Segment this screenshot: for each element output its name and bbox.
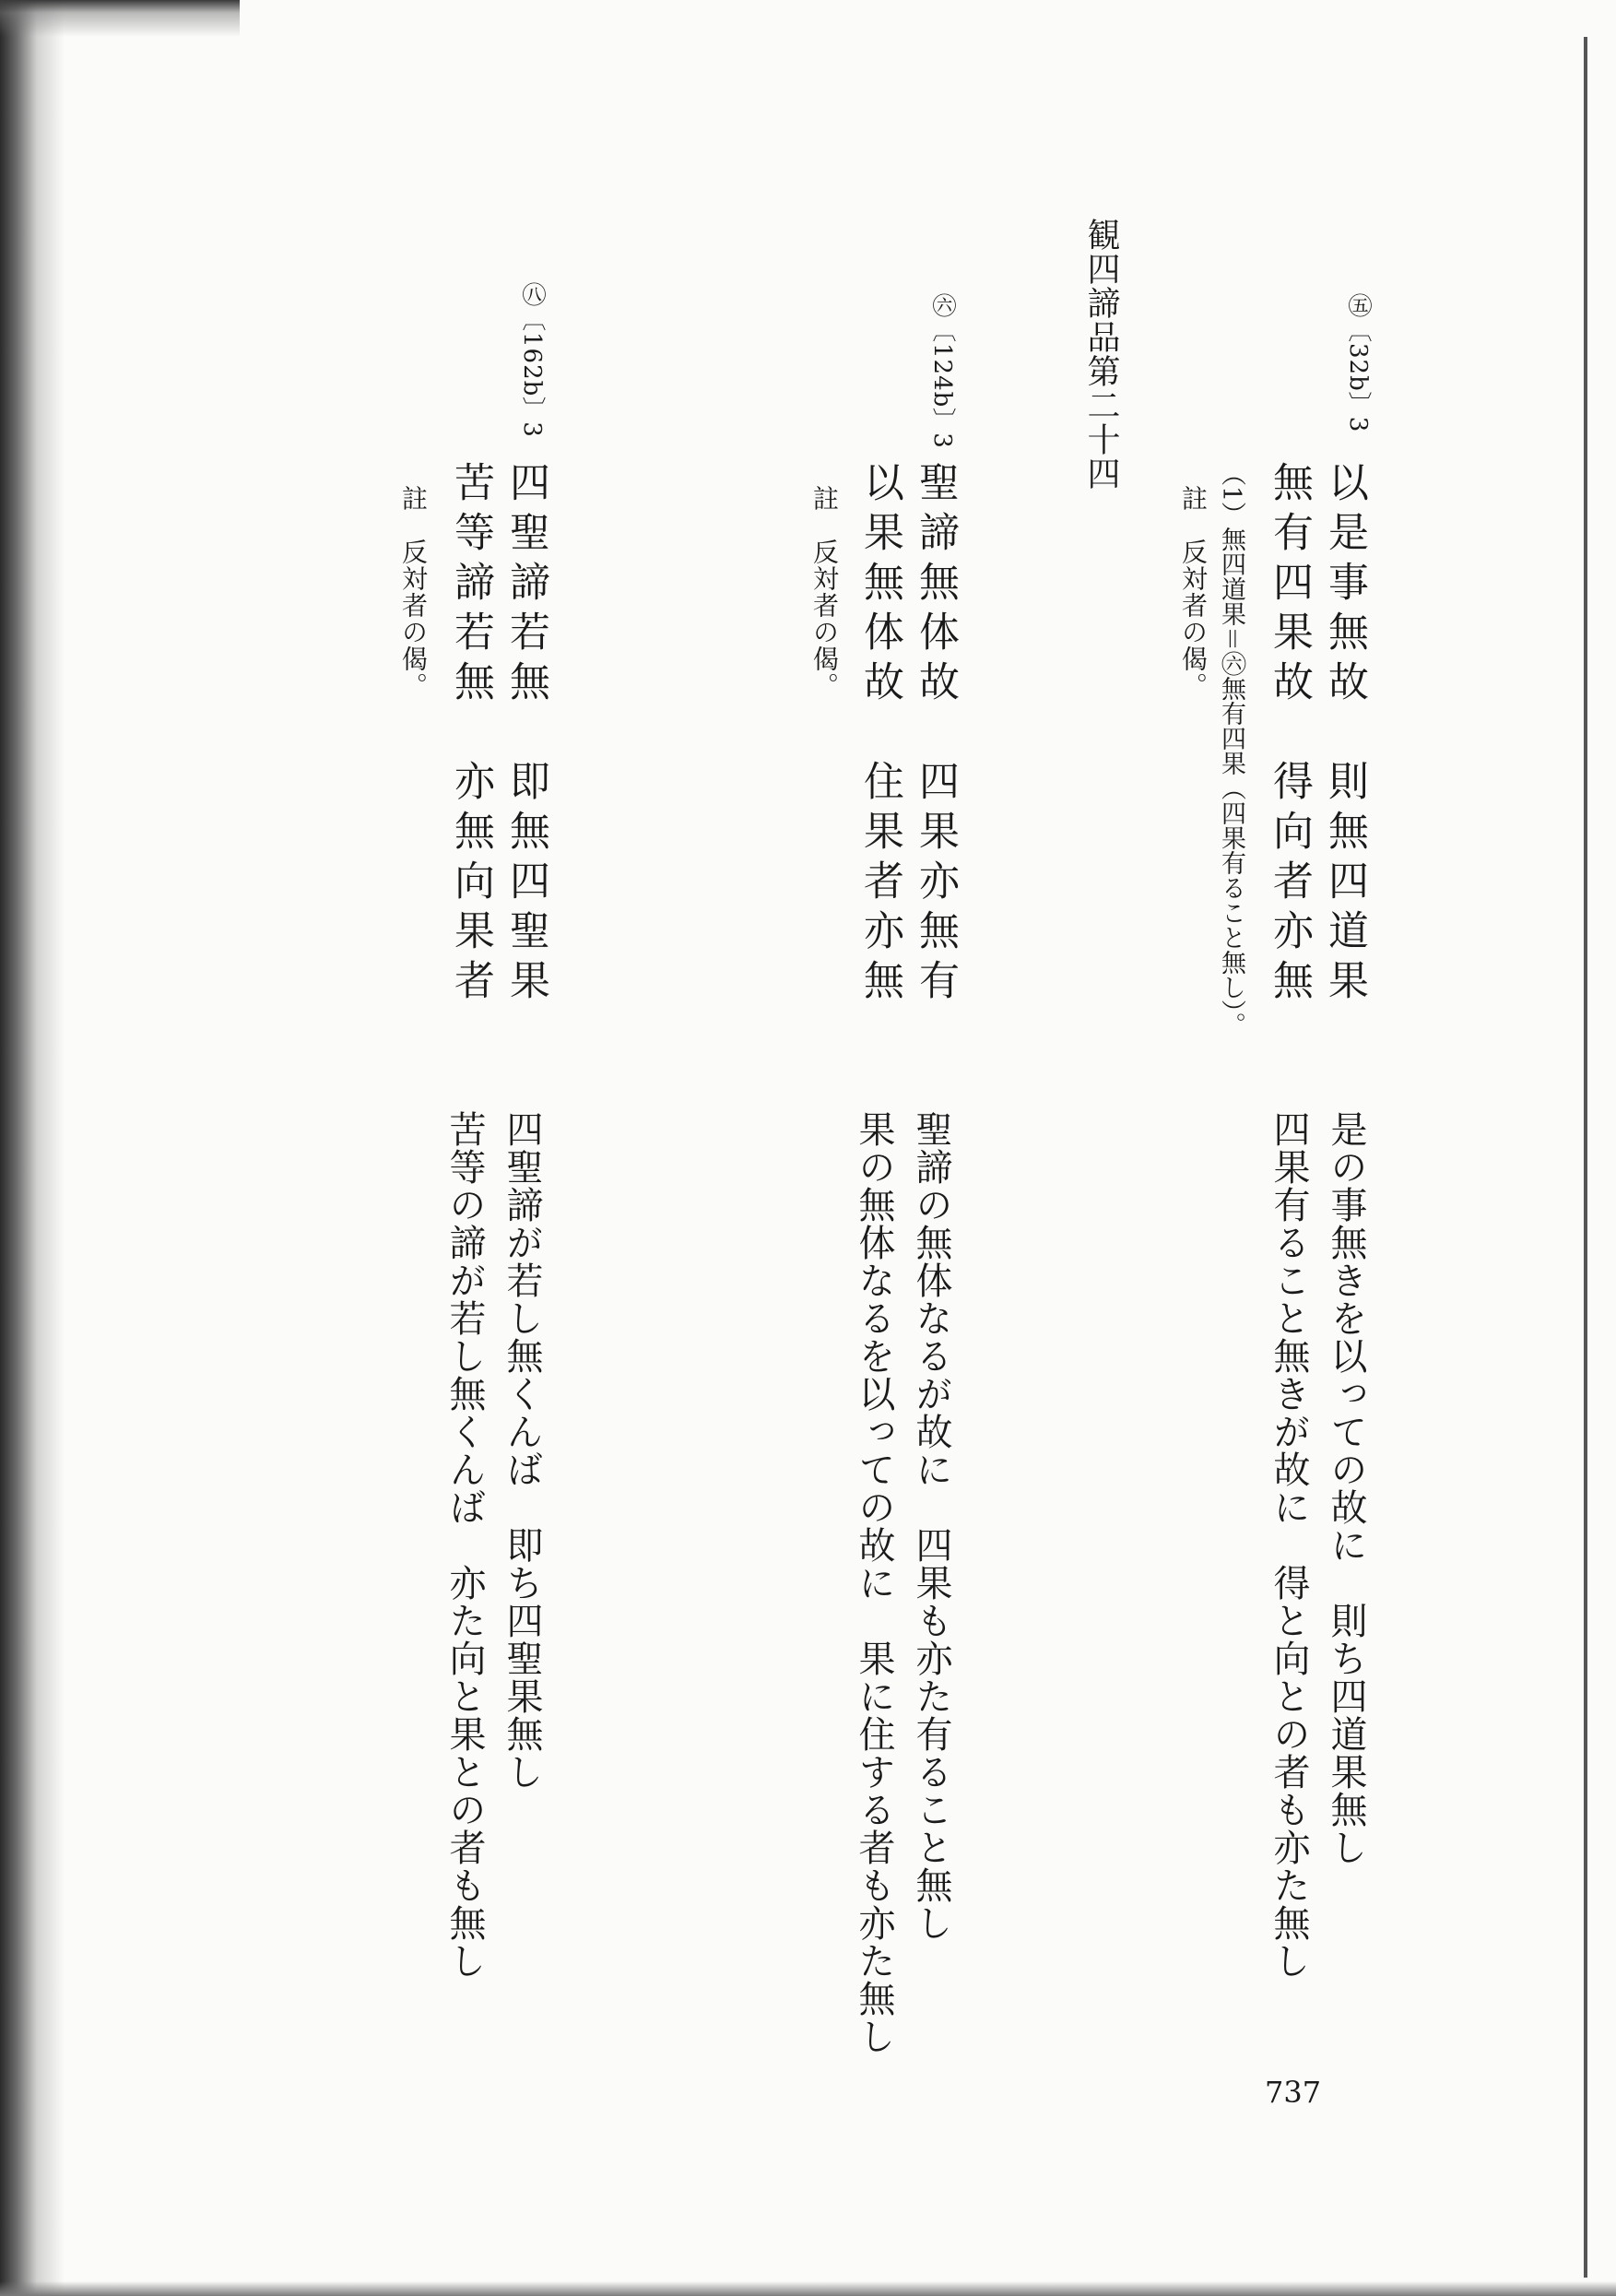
page-number: 737 [1265,2075,1322,2110]
note-3: 註 反対者の偈。 [398,485,429,699]
translation-line-3b: 苦等の諦が若し無くんば 亦た向と果との者も無し [443,1110,486,1980]
note-2: 註 反対者の偈。 [809,485,840,699]
chapter-header: 観四諦品第二十四 [1082,218,1120,491]
page-binding-line [1584,37,1587,2278]
note-1: 註 反対者の偈。 [1178,485,1209,699]
footnote-1: （1）無四道果＝㊅無有四果（四果有ること無し）。 [1217,461,1245,1037]
page-bottom-shadow [0,2281,1616,2296]
verse-reference-3: ㊇〔162b〕3 [518,282,546,438]
verse-line-1a: 以是事無故 則無四道果 [1321,461,1368,1009]
translation-line-2a: 聖諦の無体なるが故に 四果も亦た有ること無し [910,1110,952,1942]
translation-line-1a: 是の事無きを以っての故に 則ち四道果無し [1325,1110,1367,1866]
verse-line-2a: 聖諦無体故 四果亦無有 [912,461,959,1009]
verse-line-2b: 以果無体故 住果者亦無 [856,461,903,1009]
verse-reference-1: ㊄〔32b〕3 [1344,293,1372,433]
verse-line-3b: 苦等諦若無 亦無向果者 [447,461,494,1009]
verse-reference-2: ㊅〔124b〕3 [928,293,956,449]
page-corner-shadow [0,0,240,55]
translation-line-1b: 四果有ること無きが故に 得と向との者も亦た無し [1268,1110,1310,1980]
translation-line-3a: 四聖諦が若し無くんば 即ち四聖果無し [501,1110,543,1791]
page-edge-shadow [0,0,65,2296]
verse-line-1b: 無有四果故 得向者亦無 [1266,461,1313,1009]
translation-line-2b: 果の無体なるを以っての故に 果に住する者も亦た無し [853,1110,895,2055]
verse-line-3a: 四聖諦若無 即無四聖果 [502,461,549,1009]
